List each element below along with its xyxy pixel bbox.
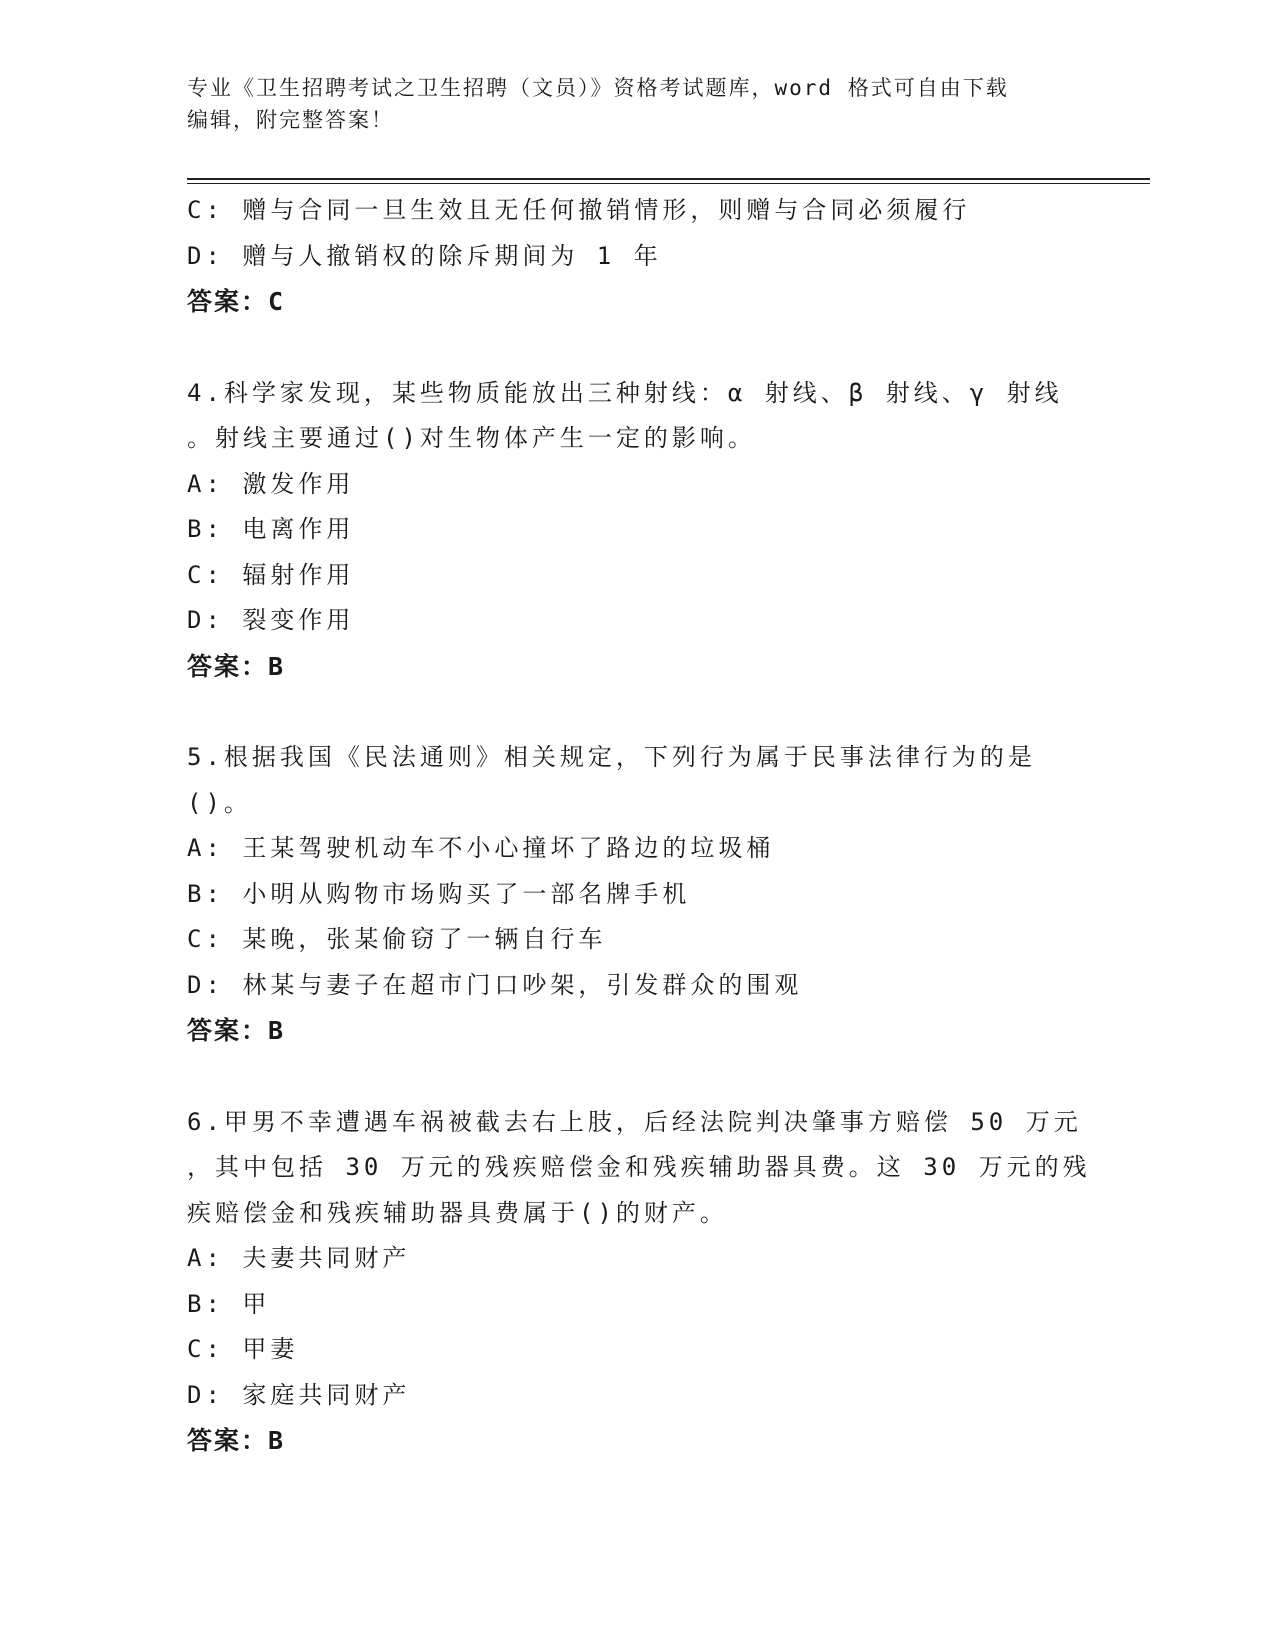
option-d: D: 林某与妻子在超市门口吵架，引发群众的围观 <box>187 970 803 999</box>
question-stem: 4.科学家发现，某些物质能放出三种射线：α 射线、β 射线、γ 射线 <box>187 378 1063 407</box>
question-stem: ，其中包括 30 万元的残疾赔偿金和残疾辅助器具费。这 30 万元的残 <box>187 1153 1091 1181</box>
option-d: D: 家庭共同财产 <box>187 1380 411 1409</box>
question-stem: 6.甲男不幸遭遇车祸被截去右上肢，后经法院判决肇事方赔偿 50 万元 <box>187 1107 1082 1136</box>
spacer <box>187 325 1087 371</box>
spacer <box>187 689 1087 735</box>
option-d: D: 赠与人撤销权的除斥期间为 1 年 <box>187 241 662 270</box>
question-5 <box>187 735 1087 1054</box>
question-list <box>187 188 1091 1464</box>
question-stem: 疾赔偿金和残疾辅助器具费属于()的财产。 <box>187 1198 728 1227</box>
option-b: B: 甲 <box>187 1289 271 1318</box>
option-b: B: 小明从购物市场购买了一部名牌手机 <box>187 879 691 908</box>
header-divider-thin <box>187 183 1150 184</box>
option-d: D: 裂变作用 <box>187 606 355 634</box>
option-b: B: 电离作用 <box>187 515 355 543</box>
answer: 答案：B <box>187 1426 286 1455</box>
question-6 <box>187 1100 1091 1464</box>
option-c: C: 赠与合同一旦生效且无任何撤销情形，则赠与合同必须履行 <box>187 196 971 224</box>
option-a: A: 夫妻共同财产 <box>187 1244 411 1272</box>
option-c: C: 某晚，张某偷窃了一辆自行车 <box>187 925 607 953</box>
answer: 答案：C <box>187 287 286 316</box>
header-line-1: 专业《卫生招聘考试之卫生招聘（文员）》资格考试题库，word 格式可自由下载 <box>187 76 1009 100</box>
question-stem: ()。 <box>187 788 252 817</box>
header-divider-thick <box>187 178 1150 180</box>
document-header <box>187 72 1087 136</box>
spacer <box>187 1054 1087 1100</box>
header-line-2: 编辑，附完整答案！ <box>187 108 394 132</box>
answer: 答案：B <box>187 651 286 681</box>
question-3-tail <box>187 188 1087 325</box>
question-stem: 。射线主要通过()对生物体产生一定的影响。 <box>187 424 756 452</box>
option-c: C: 辐射作用 <box>187 560 355 589</box>
option-a: A: 王某驾驶机动车不小心撞坏了路边的垃圾桶 <box>187 834 775 862</box>
answer: 答案：B <box>187 1016 286 1045</box>
option-c: C: 甲妻 <box>187 1335 299 1363</box>
question-stem: 5.根据我国《民法通则》相关规定，下列行为属于民事法律行为的是 <box>187 743 1036 771</box>
question-4 <box>187 371 1087 690</box>
option-a: A: 激发作用 <box>187 469 355 498</box>
